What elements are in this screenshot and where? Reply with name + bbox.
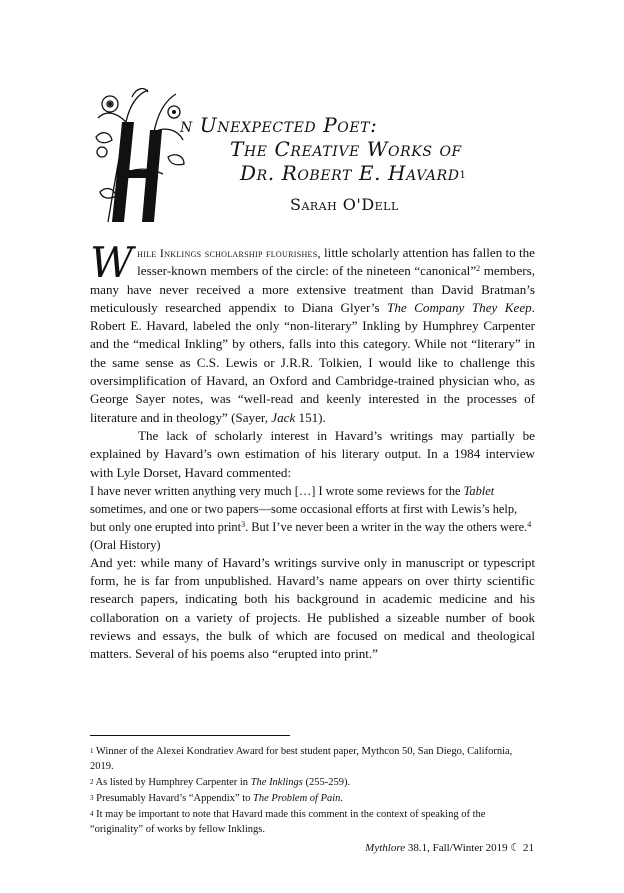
footnote-4-text: It may be important to note that Havard made this comment in the context of speaking of the “originality” of works by fellow Inklings. [90,809,486,835]
title-line-2: The Creative Works of [230,137,462,161]
footnote-4-number: 4 [90,810,94,818]
book-title-the-inklings: The Inklings [250,777,303,788]
drop-cap-w: W [90,238,134,287]
author-name: Sarah O'Dell [290,195,399,214]
quote-text-a: I have never written anything very much […] I wrote some reviews for the [90,483,464,498]
lead-in-small-caps: hile Inklings scholarship flourishes, [137,246,321,260]
footnote-3-number: 3 [90,794,94,802]
quote-citation: (Oral History) [90,537,161,552]
page-folio [365,841,534,854]
book-title-company-they-keep: The Company They Keep [387,299,532,315]
footnote-3-text-b: . [340,793,344,804]
decorative-initial-illustration [88,82,188,232]
publication-title-tablet: Tablet [463,483,495,498]
footnote-1-text: Winner of the Alexei Kondratiev Award for best student paper, Mythcon 50, San Diego, California, 2019. [90,746,513,772]
issue-info: 38.1, Fall/Winter 2019 [405,842,511,854]
drop-letter [150,100,151,101]
footnote-ref-2: 2 [476,264,481,274]
footnote-1-number: 1 [90,747,94,755]
footnote-divider [90,735,290,736]
footnote-2 [90,775,535,790]
title-footnote-marker: 1 [459,170,467,181]
footnote-ref-4: 4 [527,519,532,529]
moon-ornament-icon: ☾ [510,842,521,854]
quote-text-b: sometimes, and one or two papers—some occasional efforts at first with Lewis’s help, but only one erupted into print [90,501,518,534]
title-line-3 [240,160,467,186]
footnote-2-text-b: (255-259). [302,777,351,788]
paragraph-3: And yet: while many of Havard’s writings survive only in manuscript or typescript form, he is far from unpublished. Havard’s name appears on over thirty scientific research papers, indicating both his background in academic medicine and his collaboration on a variety of projects. He published a sizeable number of book reviews and essays, the bulk of which are focused on medical and theological matters. Several of his poems also “erupted into print.” [90,554,535,662]
footnotes [90,744,535,838]
page-number: 21 [520,842,534,854]
paragraph-2: The lack of scholarly interest in Havard’s writings may partially be explained by Havard’s own estimation of his literary output. In a 1984 interview with Lyle Dorset, Havard commented: [90,427,535,480]
footnote-3-text-a: Presumably Havard’s “Appendix” to [93,793,254,804]
title-line-3-text: Dr. Robert E. Havard [240,161,460,185]
article-body [90,238,536,664]
footnote-ref-3: 3 [241,519,246,529]
paragraph-1-text-a: little scholarly attention has fallen to the lesser-known members of the circle: of the nineteen “canonical” [137,245,535,279]
footnote-2-number: 2 [90,778,94,786]
footnote-4 [90,807,535,837]
quote-text-c: . But I’ve never been a writer in the way the others were. [245,519,528,534]
footnote-3 [90,791,535,806]
paragraph-1-text-d: 151). [295,409,326,425]
paragraph-1-text-b: members, many have never received a more extensive treatment than David Bratman’s meticulously researched appendix to Diana Glyer’s [90,263,536,315]
footnote-1 [90,744,535,774]
paragraph-1-text-c: . Robert E. Havard, labeled the only “non-literary” Inkling by Humphrey Carpenter and the “medical Inkling” by others, falls into this category. While not “literary” in the same sense as C.S. Lewis or J.R.R. Tolkien, I would like to challenge this oversimplification of Havard, an Oxford and Cambridge-trained physician who, as George Sayer notes, was “well-read and keenly interested in the processes of literature and in theology” (Sayer, [90,299,535,425]
paragraph-1 [90,238,536,427]
book-title-problem-of-pain: The Problem of Pain [253,793,341,804]
footnote-2-text-a: As listed by Humphrey Carpenter in [93,777,251,788]
title-line-1: n Unexpected Poet: [180,113,378,137]
journal-name: Mythlore [365,842,406,854]
book-title-jack: Jack [271,409,296,425]
block-quote [90,482,535,554]
